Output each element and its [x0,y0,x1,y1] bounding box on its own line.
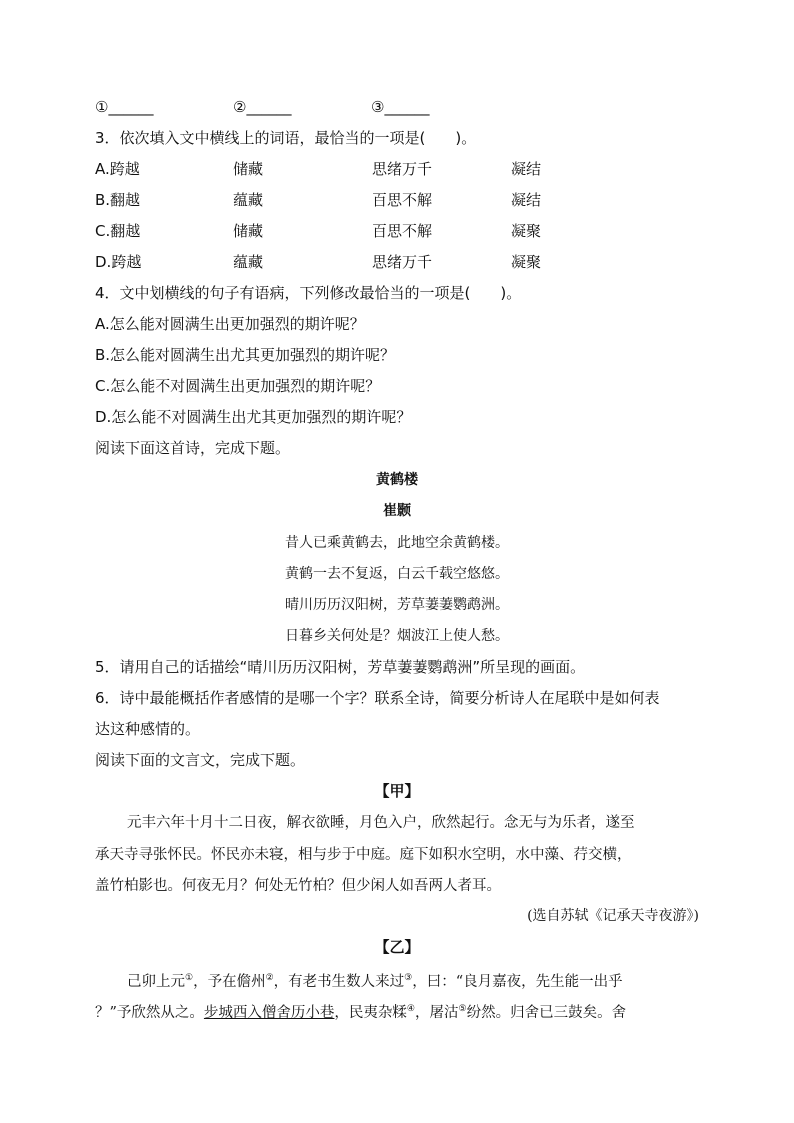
poem-intro: 阅读下面这首诗，完成下题。 [95,439,291,457]
jia-line-2: 承天寺寻张怀民。怀民亦未寝，相与步于中庭。庭下如积水空明，水中藻、荇交横， [95,847,632,863]
q5: 5．请用自己的话描绘“晴川历历汉阳树，芳草萋萋鹦鹉洲”所呈现的画面。 [95,658,586,676]
note-marker: ⑤ [458,1004,467,1014]
yi-text: ，屠沽 [415,1004,459,1021]
jia-heading: 【甲】 [374,782,420,800]
q3-a-4: 凝结 [511,160,542,178]
q3-c-4: 凝聚 [511,222,542,240]
answer-blanks [95,97,429,117]
q4-option-b: B.怎么能对圆满生出尤其更加强烈的期许呢？ [95,346,396,364]
q3-b-1: B.翻越 [95,191,141,209]
q4-stem: 4．文中划横线的句子有语病，下列修改最恰当的一项是( )。 [95,284,522,302]
q4-option-d: D.怎么能不对圆满生出尤其更加强烈的期许呢？ [95,408,412,426]
jia-line-3: 盖竹柏影也。何夜无月？何处无竹柏？但少闲人如吾两人者耳。 [95,878,501,894]
poem-line-1: 昔人已乘黄鹤去，此地空余黄鹤楼。 [285,535,509,551]
q4-option-c: C.怎么能不对圆满生出更加强烈的期许呢？ [95,377,381,395]
yi-text: ，予在儋州 [193,973,266,990]
q3-b-3: 百思不解 [372,191,433,209]
yi-text: ，民夷杂糅 [334,1004,407,1021]
q3-a-3: 思绪万千 [372,160,433,178]
classic-intro: 阅读下面的文言文，完成下题。 [95,751,306,769]
yi-heading: 【乙】 [374,938,420,956]
yi-line-1 [127,968,623,992]
note-marker: ② [265,973,274,983]
poem-line-3: 晴川历历汉阳树，芳草萋萋鹦鹉洲。 [285,597,509,613]
q3-d-1: D.跨越 [95,253,142,271]
poem-line-2: 黄鹤一去不复返，白云千载空悠悠。 [285,566,509,582]
q3-b-4: 凝结 [511,191,542,209]
yi-text: ，有老书生数人来过 [273,973,405,990]
q3-stem: 3．依次填入文中横线上的词语，最恰当的一项是( )。 [95,129,477,147]
jia-source: (选自苏轼《记承天寺夜游》) [527,908,699,924]
yi-text: 纷然。归舍已三鼓矣。舍 [466,1004,627,1021]
q3-d-3: 思绪万千 [372,253,433,271]
q6-line-1: 6．诗中最能概括作者感情的是哪一个字？联系全诗，简要分析诗人在尾联中是如何表 [95,689,660,707]
yi-text: ，曰：“良月嘉夜，先生能一出乎 [412,973,623,990]
blank-1: ①______ [95,98,154,116]
note-marker: ① [185,973,194,983]
q3-b-2: 蕴藏 [233,191,264,209]
note-marker: ③ [404,973,413,983]
yi-line-2 [95,999,626,1023]
q3-c-3: 百思不解 [372,222,433,240]
q3-c-1: C.翻越 [95,222,141,240]
yi-text: ？”予欣然从之。 [95,1004,204,1021]
jia-line-1: 元丰六年十月十二日夜，解衣欲睡，月色入户，欣然起行。念无与为乐者，遂至 [127,815,635,831]
underlined-sentence: 步城西入僧舍历小巷 [203,1004,335,1021]
q4-option-a: A.怎么能对圆满生出更加强烈的期许呢？ [95,315,365,333]
blank-2: ②______ [233,98,292,116]
q3-c-2: 储藏 [233,222,264,240]
q3-a-2: 储藏 [233,160,264,178]
poem-title: 黄鹤楼 [376,472,418,488]
q3-d-2: 蕴藏 [233,253,264,271]
yi-text: 己卯上元 [127,973,185,990]
q6-line-2: 达这种感情的。 [95,720,201,738]
note-marker: ④ [406,1004,415,1014]
q3-d-4: 凝聚 [511,253,542,271]
q3-a-1: A.跨越 [95,160,140,178]
poem-line-4: 日暮乡关何处是？烟波江上使人愁。 [285,628,509,644]
poem-author: 崔颢 [383,503,411,519]
blank-3: ③______ [371,98,430,116]
